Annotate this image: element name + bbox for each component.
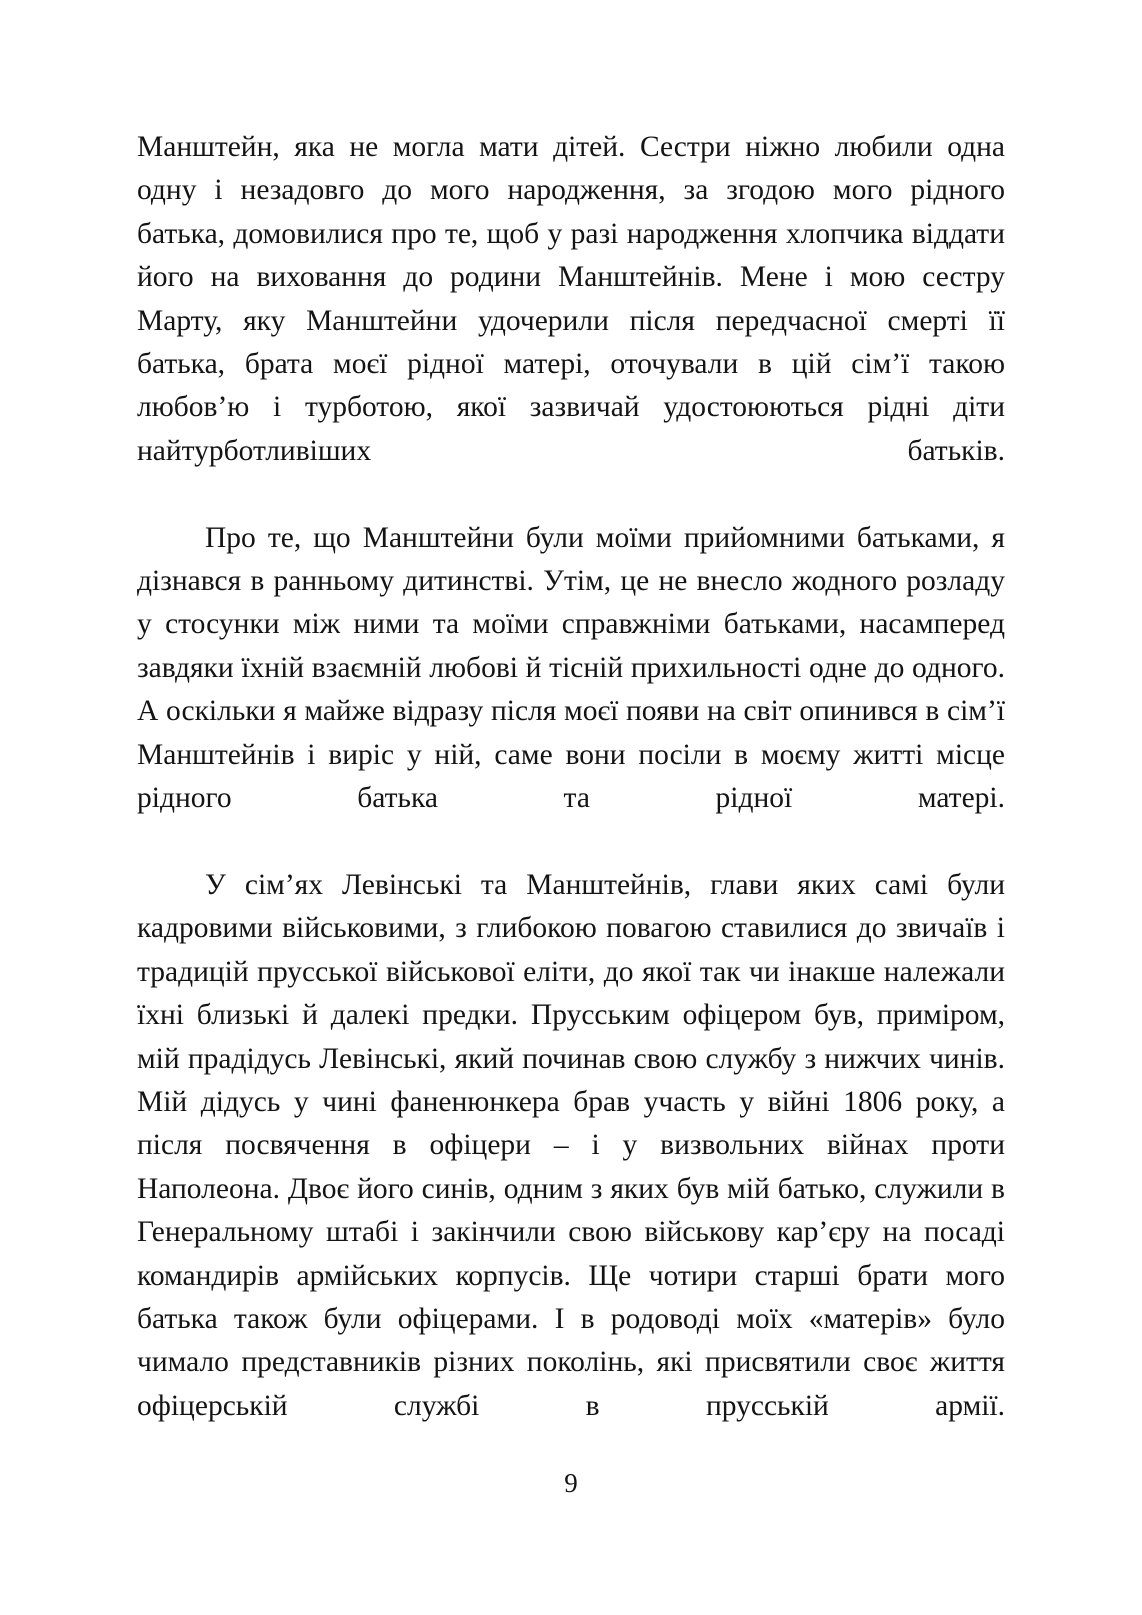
paragraph-2: Про те, що Манштейни були моїми прийомними батьками, я дізнався в ранньому дитинстві. Утім, це не внесло жодного розладу у стосунки між ними та моїми справжніми батьками, насамперед завдяки їхній взаємній любові й тісній прихильності одне до одного. А оскільки я майже відразу після моєї появи на світ опинився в сім’ї Манштейнів і виріс у ній, саме вони посіли в моєму житті місце рідного батька та рідної матері. xyxy=(137,521,1005,815)
page-number: 9 xyxy=(564,1468,578,1498)
paragraph-3: У сім’ях Левінські та Манштейнів, глави яких самі були кадровими військовими, з глибокою повагою ставилися до звичаїв і традицій прусської військової еліти, до якої так чи інакше належали їхні близькі й далекі предки. Прусським офіцером був, приміром, мій прадідусь Левінські, який починав свою службу з нижчих чинів. Мій дідусь у чині фаненюнкера брав участь у війні 1806 року, а після посвячення в офіцери – і у визвольних війнах проти Наполеона. Двоє його синів, одним з яких був мій батько, служили в Генеральному штабі і закінчили свою військову кар’єру на посаді командирів армійських корпусів. Ще чотири старші брати мого батька також були офіцерами. І в родоводі моїх «матерів» було чимало представників різних поколінь, які присвятили своє життя офіцерській службі в прусській армії. xyxy=(137,868,1005,1422)
paragraph-1: Манштейн, яка не могла мати дітей. Сестри ніжно любили одна одну і незадовго до мого народження, за згодою мого рідного батька, домовилися про те, щоб у разі народження хлопчика віддати його на виховання до родини Манштейнів. Мене і мою сестру Марту, яку Манштейни удочерили після передчасної смерті її батька, брата моєї рідної матері, оточували в цій сім’ї такою любов’ю і турботою, якої зазвичай удостоюються рідні діти найтурботливіших батьків. xyxy=(137,131,1005,467)
page-text-column xyxy=(137,126,1005,1472)
